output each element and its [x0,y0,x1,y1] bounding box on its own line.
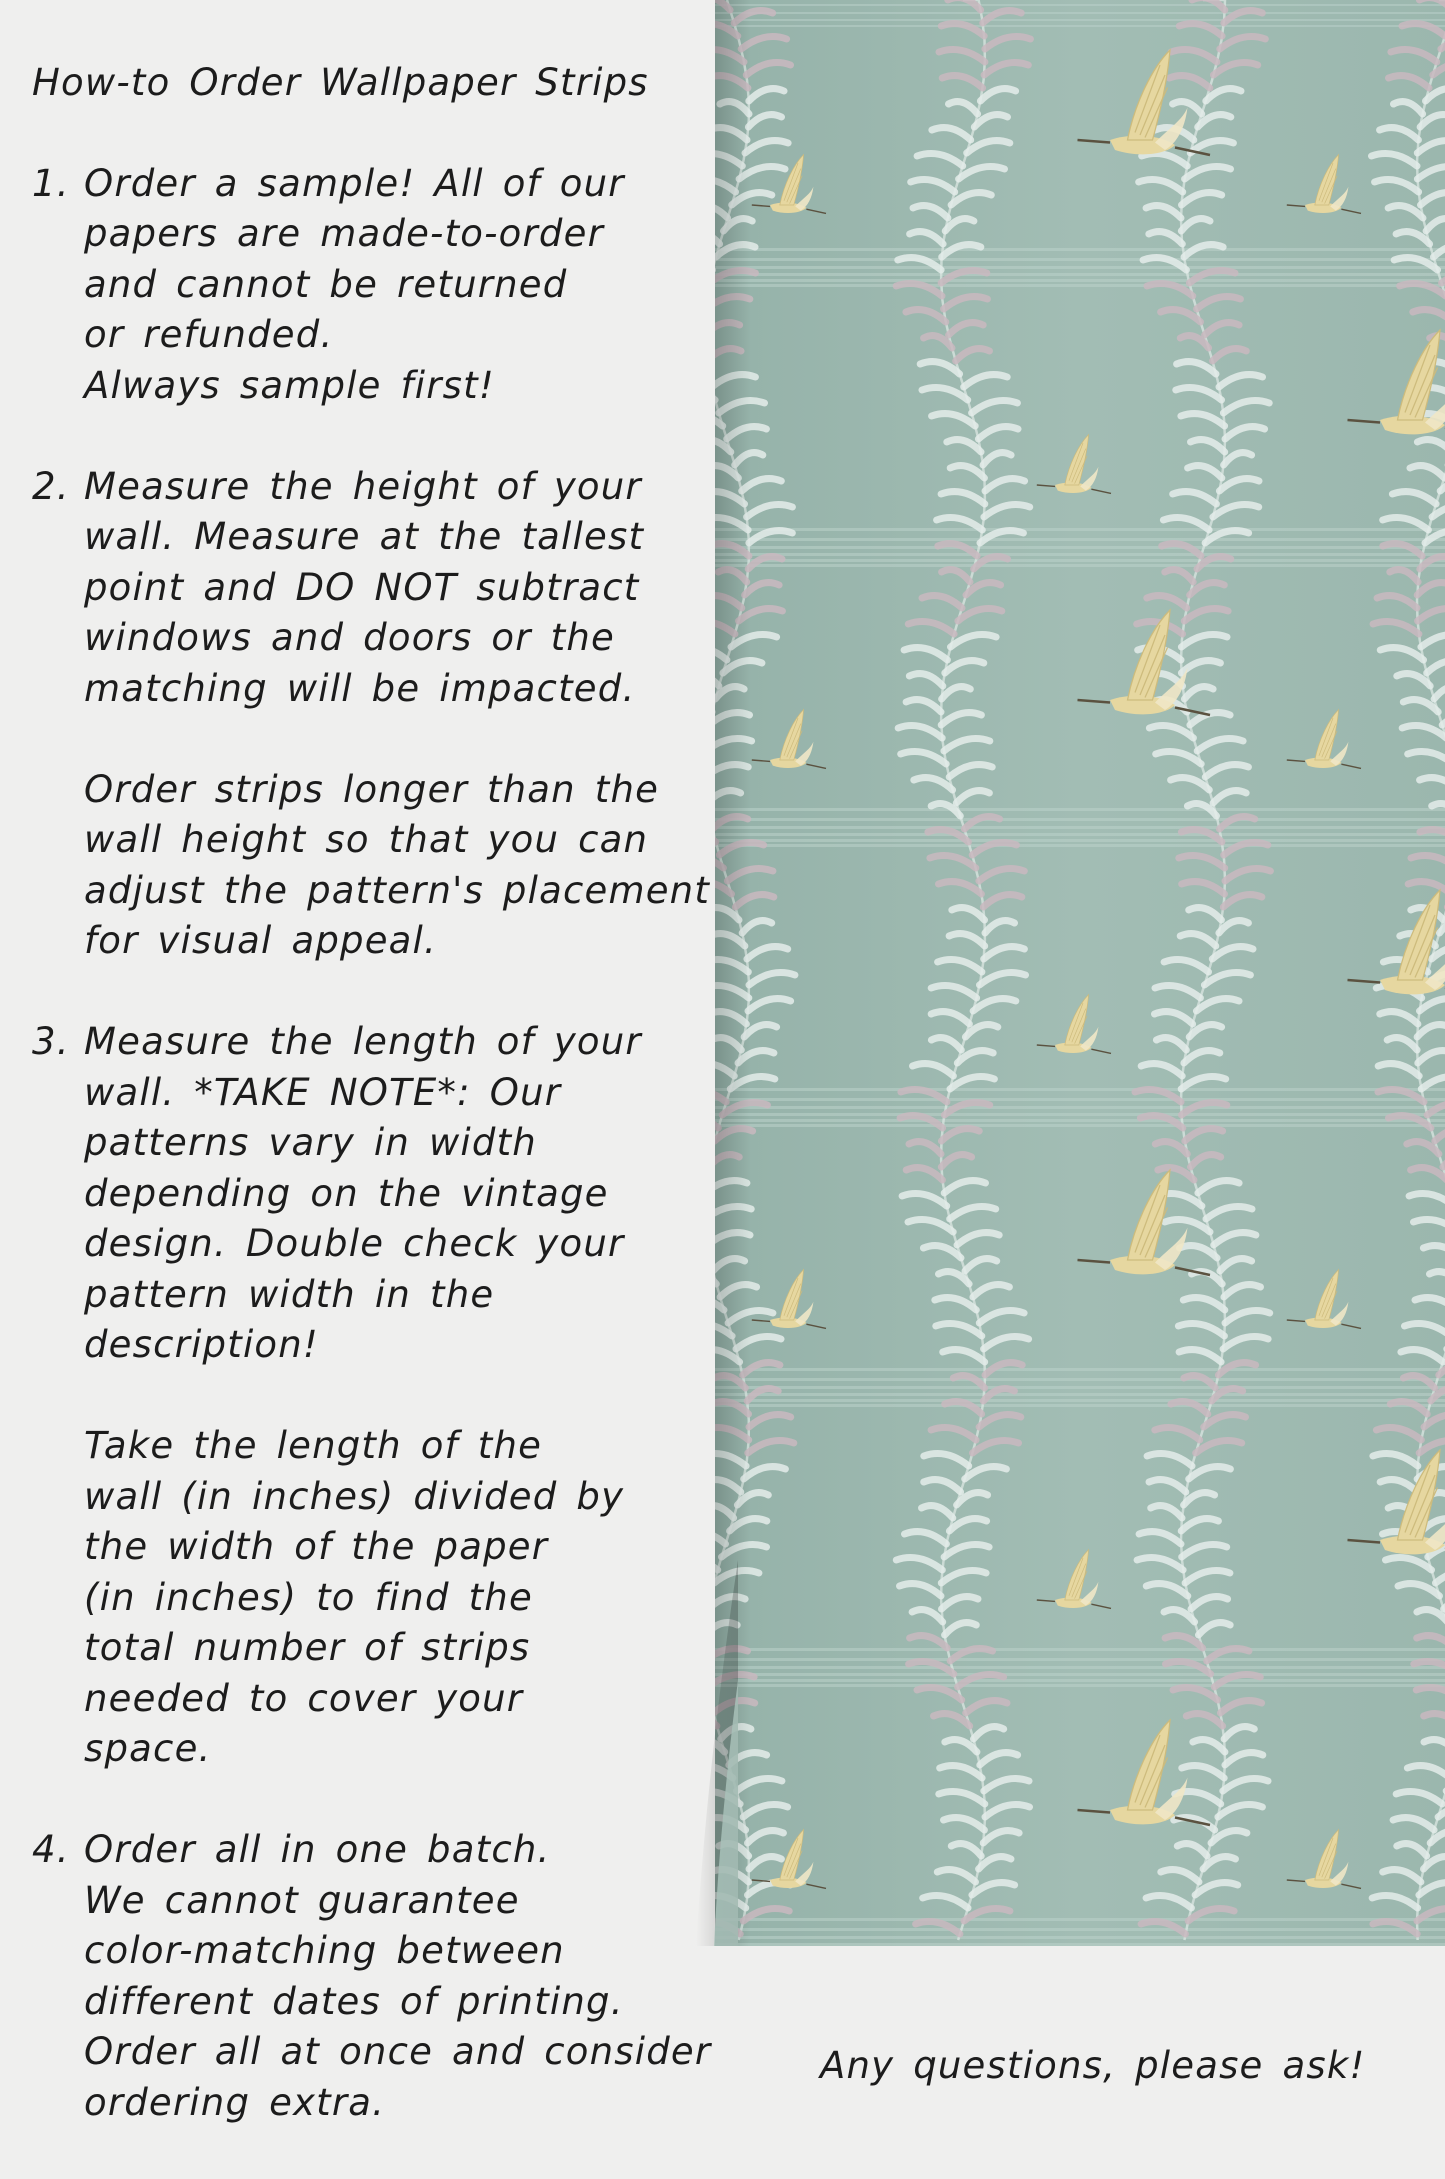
step-2 [32,462,722,967]
text-line: Always sample first! [84,361,722,412]
step-number: 4. [32,1825,84,2128]
text-line: different dates of printing. [84,1977,722,2028]
text-line: Order all in one batch. [84,1825,722,1876]
text-line: Measure the height of your [84,462,722,513]
text-line: We cannot guarantee [84,1876,722,1927]
page-title: How-to Order Wallpaper Strips [32,58,722,109]
step-number: 2. [32,462,84,967]
text-line: design. Double check your [84,1219,722,1270]
text-line: point and DO NOT subtract [84,563,722,614]
text-line: and cannot be returned [84,260,722,311]
text-line: total number of strips [84,1623,722,1674]
text-line: wall. *TAKE NOTE*: Our [84,1068,722,1119]
text-line: space. [84,1724,722,1775]
step-3 [32,1017,722,1775]
step-1-paragraph-1 [84,159,722,412]
text-line: Order all at once and consider [84,2027,722,2078]
wallpaper-ground [715,0,1445,1946]
step-number: 1. [32,159,84,412]
text-line: windows and doors or the [84,613,722,664]
text-line: or refunded. [84,310,722,361]
text-line: patterns vary in width [84,1118,722,1169]
text-line: depending on the vintage [84,1169,722,1220]
text-line: Order strips longer than the [84,765,722,816]
text-line: pattern width in the [84,1270,722,1321]
instructions-text [32,58,722,2179]
text-line: Measure the length of your [84,1017,722,1068]
text-line: wall height so that you can [84,815,722,866]
text-line: Order a sample! All of our [84,159,722,210]
text-line: matching will be impacted. [84,664,722,715]
step-4-paragraph-1 [84,1825,722,2128]
text-line: description! [84,1320,722,1371]
step-4 [32,1825,722,2128]
text-line: the width of the paper [84,1522,722,1573]
step-2-paragraph-2 [84,765,722,967]
text-line: color-matching between [84,1926,722,1977]
step-3-paragraph-2 [84,1421,722,1775]
step-2-paragraph-1 [84,462,722,715]
step-3-paragraph-1 [84,1017,722,1371]
text-line: ordering extra. [84,2078,722,2129]
text-line: (in inches) to find the [84,1573,722,1624]
text-line: adjust the pattern's placement [84,866,722,917]
closing-note: Any questions, please ask! [820,2044,1400,2087]
step-number: 3. [32,1017,84,1775]
step-1 [32,159,722,412]
text-line: needed to cover your [84,1674,722,1725]
text-line: Take the length of the [84,1421,722,1472]
text-line: papers are made-to-order [84,209,722,260]
text-line: wall. Measure at the tallest [84,512,722,563]
text-line: for visual appeal. [84,916,722,967]
wallpaper-strip-image [715,0,1445,1946]
text-line: wall (in inches) divided by [84,1472,722,1523]
